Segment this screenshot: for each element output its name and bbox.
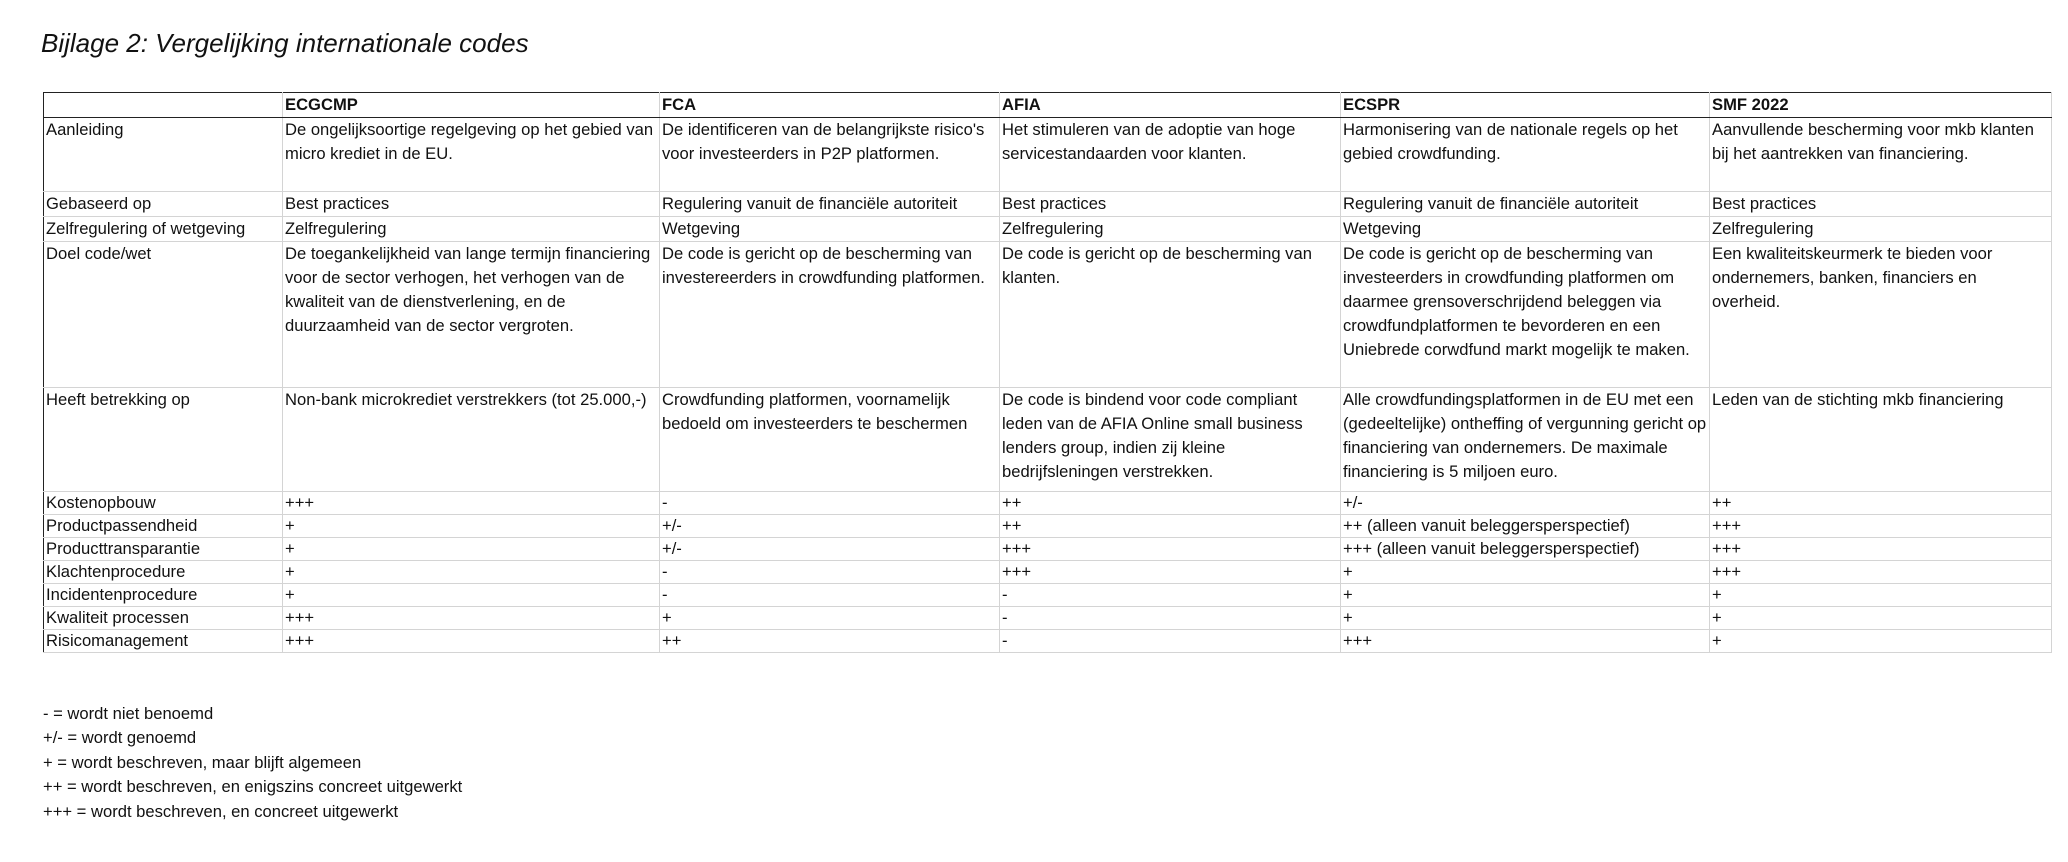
table-row (44, 538, 2052, 561)
table-cell: +++ (283, 492, 660, 515)
table-cell: ++ (1000, 492, 1341, 515)
table-cell: Best practices (1000, 192, 1341, 217)
table-cell: +/- (1341, 492, 1710, 515)
table-cell: Regulering vanuit de financiële autoriteit (1341, 192, 1710, 217)
row-label: Kostenopbouw (44, 492, 283, 515)
column-header: FCA (660, 93, 1000, 118)
legend-item: ++ = wordt beschreven, en enigszins concreet uitgewerkt (43, 777, 463, 797)
table-cell: + (1710, 630, 2052, 653)
table-row (44, 607, 2052, 630)
table-cell: +++ (alleen vanuit beleggersperspectief) (1341, 538, 1710, 561)
table-cell: +/- (660, 515, 1000, 538)
row-label: Gebaseerd op (44, 192, 283, 217)
table-cell: - (1000, 630, 1341, 653)
row-label: Producttransparantie (44, 538, 283, 561)
table-cell: +++ (1710, 561, 2052, 584)
table-cell: De code is bindend voor code compliant leden van de AFIA Online small business lenders group, indien zij kleine bedrijfsleningen verstrekken. (1000, 388, 1341, 492)
table-cell: Leden van de stichting mkb financiering (1710, 388, 2052, 492)
table-cell: + (660, 607, 1000, 630)
table-cell: Een kwaliteitskeurmerk te bieden voor ondernemers, banken, financiers en overheid. (1710, 242, 2052, 388)
page-title: Bijlage 2: Vergelijking internationale codes (41, 28, 529, 58)
comparison-table (43, 92, 2052, 653)
table-row (44, 192, 2052, 217)
row-label: Risicomanagement (44, 630, 283, 653)
table-cell: +++ (283, 607, 660, 630)
table-cell: + (283, 584, 660, 607)
table-cell: + (283, 515, 660, 538)
table-cell: - (660, 492, 1000, 515)
table-row (44, 217, 2052, 242)
table-cell: De code is gericht op de bescherming van klanten. (1000, 242, 1341, 388)
table-header-row (44, 93, 2052, 118)
table-cell: ++ (1710, 492, 2052, 515)
row-label: Productpassendheid (44, 515, 283, 538)
table-cell: Zelfregulering (283, 217, 660, 242)
row-label: Heeft betrekking op (44, 388, 283, 492)
table-cell: + (1710, 584, 2052, 607)
column-header: ECSPR (1341, 93, 1710, 118)
table-cell: + (1341, 561, 1710, 584)
column-header: AFIA (1000, 93, 1341, 118)
legend-item: +++ = wordt beschreven, en concreet uitgewerkt (43, 801, 399, 821)
table-row (44, 515, 2052, 538)
table-cell: Best practices (1710, 192, 2052, 217)
table-cell: - (1000, 607, 1341, 630)
row-label: Klachtenprocedure (44, 561, 283, 584)
table-cell: Zelfregulering (1000, 217, 1341, 242)
row-label: Doel code/wet (44, 242, 283, 388)
table-cell: Regulering vanuit de financiële autoriteit (660, 192, 1000, 217)
table-cell: De toegankelijkheid van lange termijn financiering voor de sector verhogen, het verhogen van de kwaliteit van de dienstverlening, en de duurzaamheid van de sector vergroten. (283, 242, 660, 388)
table-cell: Alle crowdfundingsplatformen in de EU met een (gedeeltelijke) ontheffing of vergunning gericht op financiering van ondernemers. De maximale financiering is 5 miljoen euro. (1341, 388, 1710, 492)
legend-item: + = wordt beschreven, maar blijft algemeen (43, 752, 362, 772)
table-cell: +++ (1710, 515, 2052, 538)
table-cell: - (1000, 584, 1341, 607)
column-header (44, 93, 283, 118)
table-cell: De identificeren van de belangrijkste risico's voor investeerders in P2P platformen. (660, 118, 1000, 192)
table-row (44, 118, 2052, 192)
table-cell: +++ (1341, 630, 1710, 653)
table-cell: De code is gericht op de bescherming van investeerders in crowdfunding platformen om daarmee grensoverschrijdend beleggen via crowdfundplatformen te bevorderen en een Uniebrede corwdfund markt mogelijk te maken. (1341, 242, 1710, 388)
table-cell: Best practices (283, 192, 660, 217)
table-cell: + (283, 538, 660, 561)
column-header: ECGCMP (283, 93, 660, 118)
table-cell: + (283, 561, 660, 584)
legend (43, 702, 462, 824)
column-header: SMF 2022 (1710, 93, 2052, 118)
table-cell: +/- (660, 538, 1000, 561)
table-cell: ++ (660, 630, 1000, 653)
table-cell: - (660, 584, 1000, 607)
table-cell: +++ (1000, 538, 1341, 561)
table-row (44, 492, 2052, 515)
table-cell: Wetgeving (660, 217, 1000, 242)
legend-item: +/- = wordt genoemd (43, 728, 197, 748)
table-cell: Crowdfunding platformen, voornamelijk bedoeld om investeerders te beschermen (660, 388, 1000, 492)
table-cell: + (1341, 584, 1710, 607)
row-label: Kwaliteit processen (44, 607, 283, 630)
table-cell: + (1710, 607, 2052, 630)
table-cell: +++ (283, 630, 660, 653)
table-cell: Aanvullende bescherming voor mkb klanten bij het aantrekken van financiering. (1710, 118, 2052, 192)
table-cell: +++ (1000, 561, 1341, 584)
table-cell: +++ (1710, 538, 2052, 561)
table-row (44, 561, 2052, 584)
table-cell: - (660, 561, 1000, 584)
table-cell: De ongelijksoortige regelgeving op het gebied van micro krediet in de EU. (283, 118, 660, 192)
row-label: Zelfregulering of wetgeving (44, 217, 283, 242)
table-cell: ++ (alleen vanuit beleggersperspectief) (1341, 515, 1710, 538)
table-cell: Wetgeving (1341, 217, 1710, 242)
table-row (44, 630, 2052, 653)
table-cell: + (1341, 607, 1710, 630)
table-cell: Zelfregulering (1710, 217, 2052, 242)
table-row (44, 388, 2052, 492)
table-cell: Non-bank microkrediet verstrekkers (tot 25.000,-) (283, 388, 660, 492)
table-cell: De code is gericht op de bescherming van investereerders in crowdfunding platformen. (660, 242, 1000, 388)
row-label: Incidentenprocedure (44, 584, 283, 607)
row-label: Aanleiding (44, 118, 283, 192)
table-cell: Harmonisering van de nationale regels op het gebied crowdfunding. (1341, 118, 1710, 192)
table-row (44, 242, 2052, 388)
legend-item: - = wordt niet benoemd (43, 704, 214, 723)
table-cell: ++ (1000, 515, 1341, 538)
table-row (44, 584, 2052, 607)
table-cell: Het stimuleren van de adoptie van hoge servicestandaarden voor klanten. (1000, 118, 1341, 192)
